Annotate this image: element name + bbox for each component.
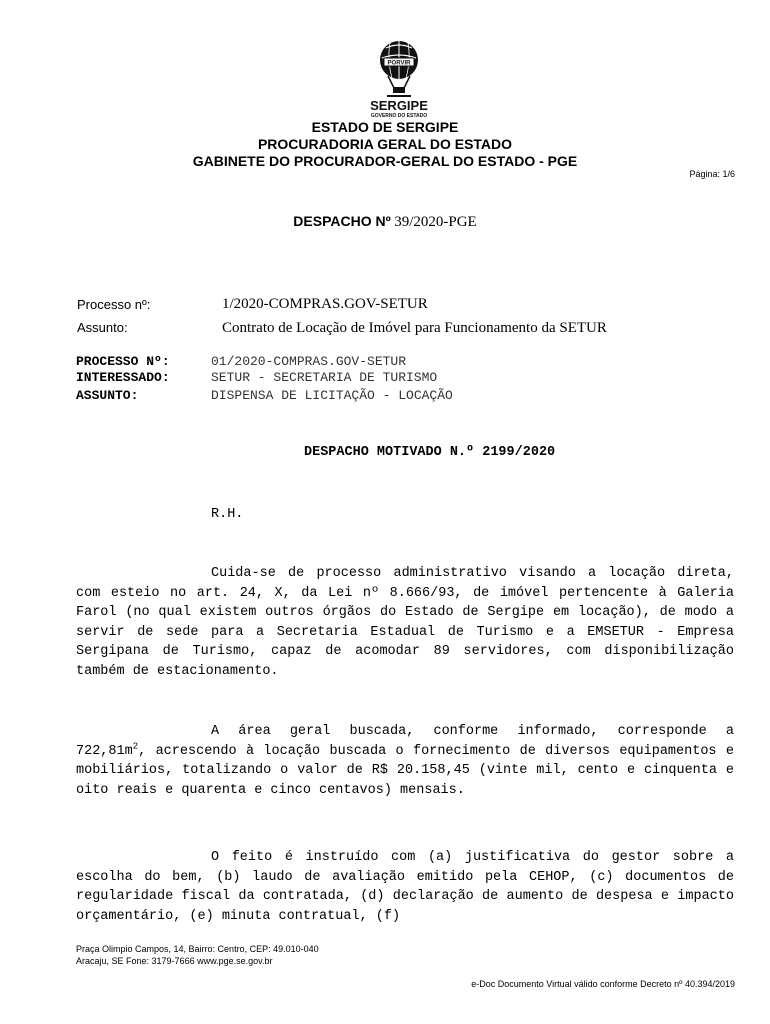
rh-text: R.H. <box>211 507 244 522</box>
block-assunto-value: DISPENSA DE LICITAÇÃO - LOCAÇÃO <box>211 388 453 403</box>
block-processo-value: 01/2020-COMPRAS.GOV-SETUR <box>211 354 407 369</box>
paragraph-2-text <box>76 722 734 800</box>
logo-brand-text: SERGIPE <box>370 98 428 113</box>
paragraph-2-part2: , acrescendo à locação buscada o fornecimento de diversos equipamentos e mobiliários, totalizando o valor de R$ 20.158,45 (vinte mil, cento e cinquenta e oito reais e quarenta e cinco centavos) mensais. <box>76 743 734 798</box>
footer-edoc-notice: e-Doc Documento Virtual válido conforme Decreto nº 40.394/2019 <box>471 979 735 989</box>
assunto-value: Contrato de Locação de Imóvel para Funcionamento da SETUR <box>222 320 607 336</box>
superscript-2: 2 <box>132 741 139 752</box>
paragraph-1 <box>76 564 734 682</box>
assunto-label: Assunto: <box>77 320 128 335</box>
logo-tagline-text: GOVERNO DO ESTADO <box>370 113 428 118</box>
block-processo-label: PROCESSO Nº: <box>76 354 170 369</box>
paragraph-1-text: Cuida-se de processo administrativo visando a locação direta, com esteio no art. 24, X, da Lei nº 8.666/93, de imóvel pertencente à Galeria Farol (no qual existem outros órgãos do Estado de Sergipe em locação), de modo a servir de sede para a Secretaria Estadual de Turismo e a EMSETUR - Empresa Sergipana de Turismo, capaz de acomodar 89 servidores, com disponibilização também de estacionamento. <box>76 566 734 679</box>
footer-address-line-1: Praça Olimpio Campos, 14, Bairro: Centro, CEP: 49.010-040 <box>76 944 319 954</box>
block-interessado-value: SETUR - SECRETARIA DE TURISMO <box>211 370 438 385</box>
footer-address-line-2: Aracaju, SE Fone: 3179-7666 www.pge.se.gov.br <box>76 955 273 966</box>
header-gabinete: GABINETE DO PROCURADOR-GERAL DO ESTADO - PGE <box>192 153 578 169</box>
header-state: ESTADO DE SERGIPE <box>311 119 459 135</box>
paragraph-3-text: O feito é instruído com (a) justificativa do gestor sobre a escolha do bem, (b) laudo de avaliação emitido pela CEHOP, (c) documentos de regularidade fiscal da contratada, (d) declaração de aumento de despesa e impacto orçamentário, (e) minuta contratual, (f) <box>76 850 734 924</box>
balloon-emblem-icon <box>354 38 444 118</box>
processo-value: 1/2020-COMPRAS.GOV-SETUR <box>222 296 428 312</box>
despacho-number: 39/2020-PGE <box>394 214 477 230</box>
processo-label: Processo nº: <box>77 297 151 312</box>
footer-address <box>76 944 319 967</box>
paragraph-3 <box>76 848 734 926</box>
paragraph-2 <box>76 722 734 800</box>
header-procuradoria: PROCURADORIA GERAL DO ESTADO <box>257 136 513 152</box>
sergipe-government-logo <box>354 38 444 118</box>
despacho-title <box>0 213 770 231</box>
block-interessado-label: INTERESSADO: <box>76 370 170 385</box>
logo-banner-text: PORVIR <box>387 60 411 67</box>
page-number: Página: 1/6 <box>689 169 735 179</box>
paragraph-2-part1: A área geral buscada, conforme informado, corresponde a 722,81m <box>76 724 734 759</box>
despacho-motivado-heading: DESPACHO MOTIVADO N.º 2199/2020 <box>304 445 556 460</box>
despacho-label: DESPACHO Nº <box>293 213 391 229</box>
block-assunto-label: ASSUNTO: <box>76 388 139 403</box>
